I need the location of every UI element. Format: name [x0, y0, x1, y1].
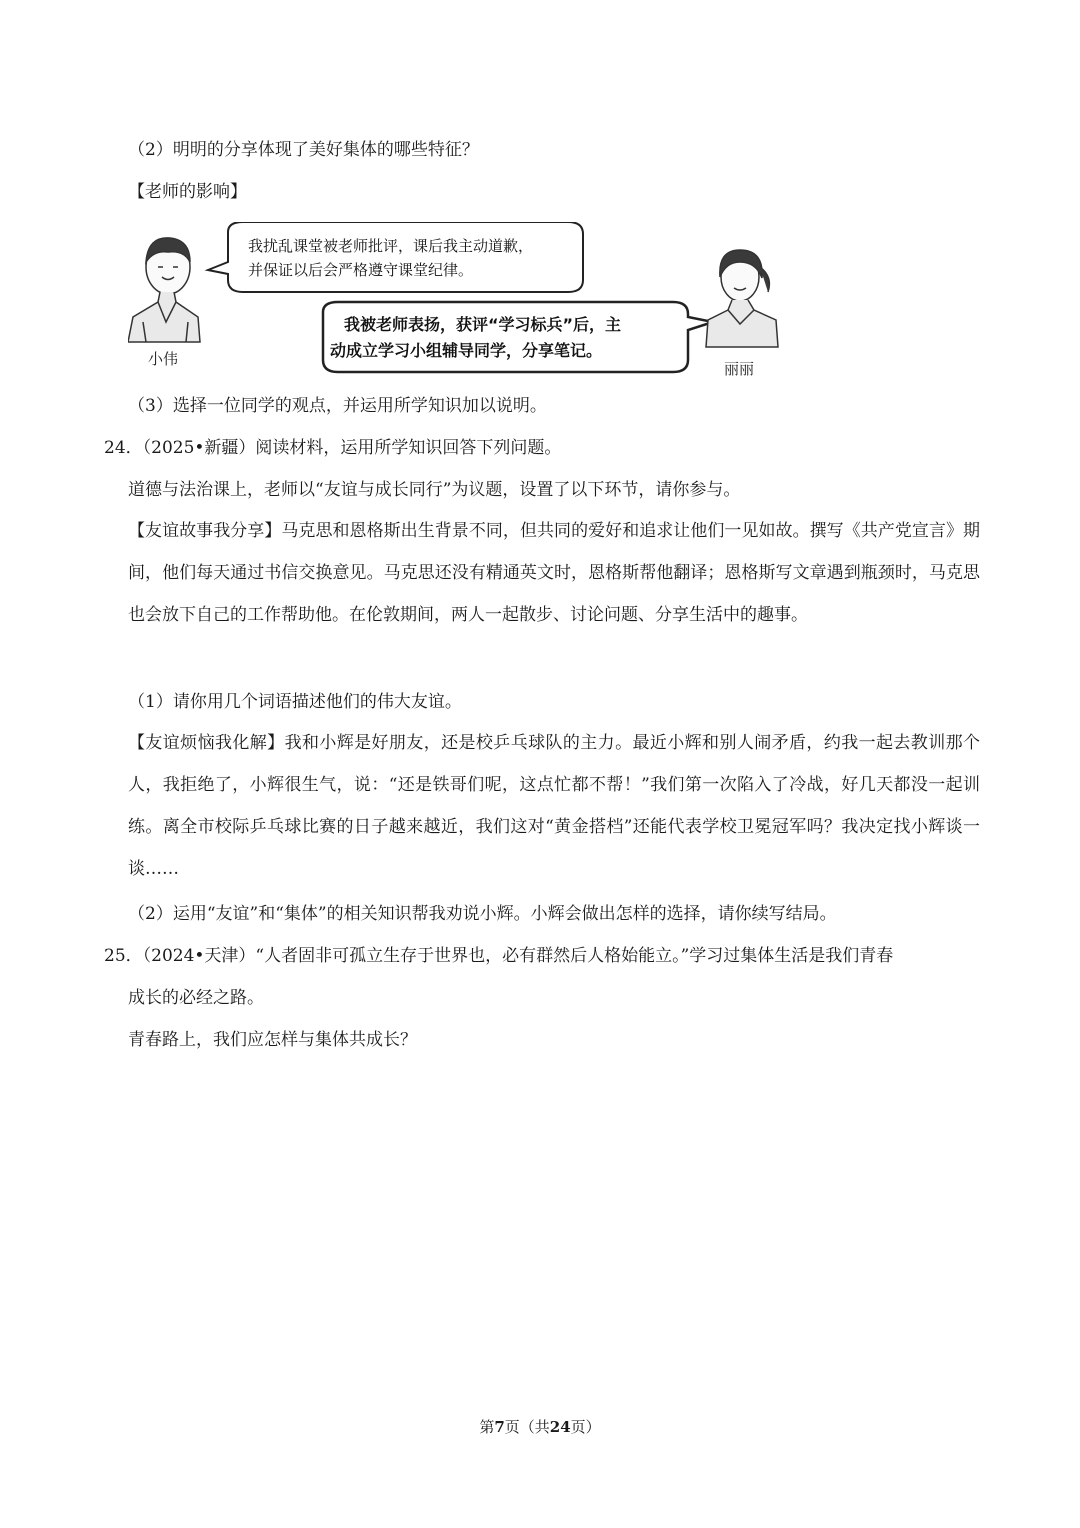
footer-page: 7 — [494, 1418, 505, 1436]
bubble-bottom-line-1: 我被老师表扬，获评“学习标兵”后，主 — [344, 315, 622, 334]
q24-sub1: （1）请你用几个词语描述他们的伟大友谊。 — [128, 692, 462, 712]
caption-lili: 丽丽 — [724, 360, 755, 378]
q25-header: 25．（2024•天津）“人者固非可孤立生存于世界也，必有群然后人格始能立。”学习过集体生活是我们青春 — [104, 946, 894, 966]
q24-story-paragraph — [128, 510, 980, 636]
page-footer — [0, 1416, 1080, 1437]
trouble-text: 我和小辉是好朋友，还是校乒乓球队的主力。最近小辉和别人闹矛盾，约我一起去教训那个人，我拒绝了，小辉很生气，说：“还是铁哥们呢，这点忙都不帮！”我们第一次陷入了冷战，好几天都没一起训练。离全市校际乒乓球比赛的日子越来越近，我们这对“黄金搭档”还能代表学校卫冕冠军吗？我决定找小辉谈一谈…… — [128, 733, 980, 879]
q23-sub3: （3）选择一位同学的观点，并运用所学知识加以说明。 — [128, 396, 547, 416]
caption-xiaowei: 小伟 — [148, 350, 179, 368]
story-title: 【友谊故事我分享】 — [128, 521, 282, 541]
q24-intro: 道德与法治课上，老师以“友谊与成长同行”为议题，设置了以下环节，请你参与。 — [128, 480, 741, 500]
q25-header-cont: 成长的必经之路。 — [128, 988, 264, 1008]
bubble-top-line-2: 并保证以后会严格遵守课堂纪律。 — [248, 261, 474, 279]
section-teacher-influence: 【老师的影响】 — [128, 182, 247, 202]
q23-sub2: （2）明明的分享体现了美好集体的哪些特征？ — [128, 140, 479, 160]
q24-trouble-paragraph — [128, 722, 980, 890]
girl-figure — [706, 250, 778, 347]
footer-total: 24 — [549, 1418, 571, 1436]
boy-figure — [128, 238, 200, 342]
bubble-top-line-1: 我扰乱课堂被老师批评，课后我主动道歉， — [248, 237, 534, 255]
illustration-figure — [128, 222, 788, 382]
story-text: 马克思和恩格斯出生背景不同，但共同的爱好和追求让他们一见如故。撰写《共产党宣言》期间，他们每天通过书信交换意见。马克思还没有精通英文时，恩格斯帮他翻译；恩格斯写文章遇到瓶颈时，马克思也会放下自己的工作帮助他。在伦敦期间，两人一起散步、讨论问题、分享生活中的趣事。 — [128, 521, 981, 625]
trouble-title: 【友谊烦恼我化解】 — [128, 733, 285, 753]
footer-suffix: 页） — [570, 1418, 601, 1436]
bubble-bottom-line-2: 动成立学习小组辅导同学，分享笔记。 — [330, 341, 603, 360]
footer-mid: 页（共 — [504, 1418, 550, 1436]
q24-header: 24．（2025•新疆）阅读材料，运用所学知识回答下列问题。 — [104, 438, 562, 458]
q25-question: 青春路上，我们应怎样与集体共成长？ — [128, 1030, 417, 1050]
footer-prefix: 第 — [479, 1418, 495, 1436]
q24-sub2: （2）运用“友谊”和“集体”的相关知识帮我劝说小辉。小辉会做出怎样的选择，请你续写结局。 — [128, 904, 837, 924]
